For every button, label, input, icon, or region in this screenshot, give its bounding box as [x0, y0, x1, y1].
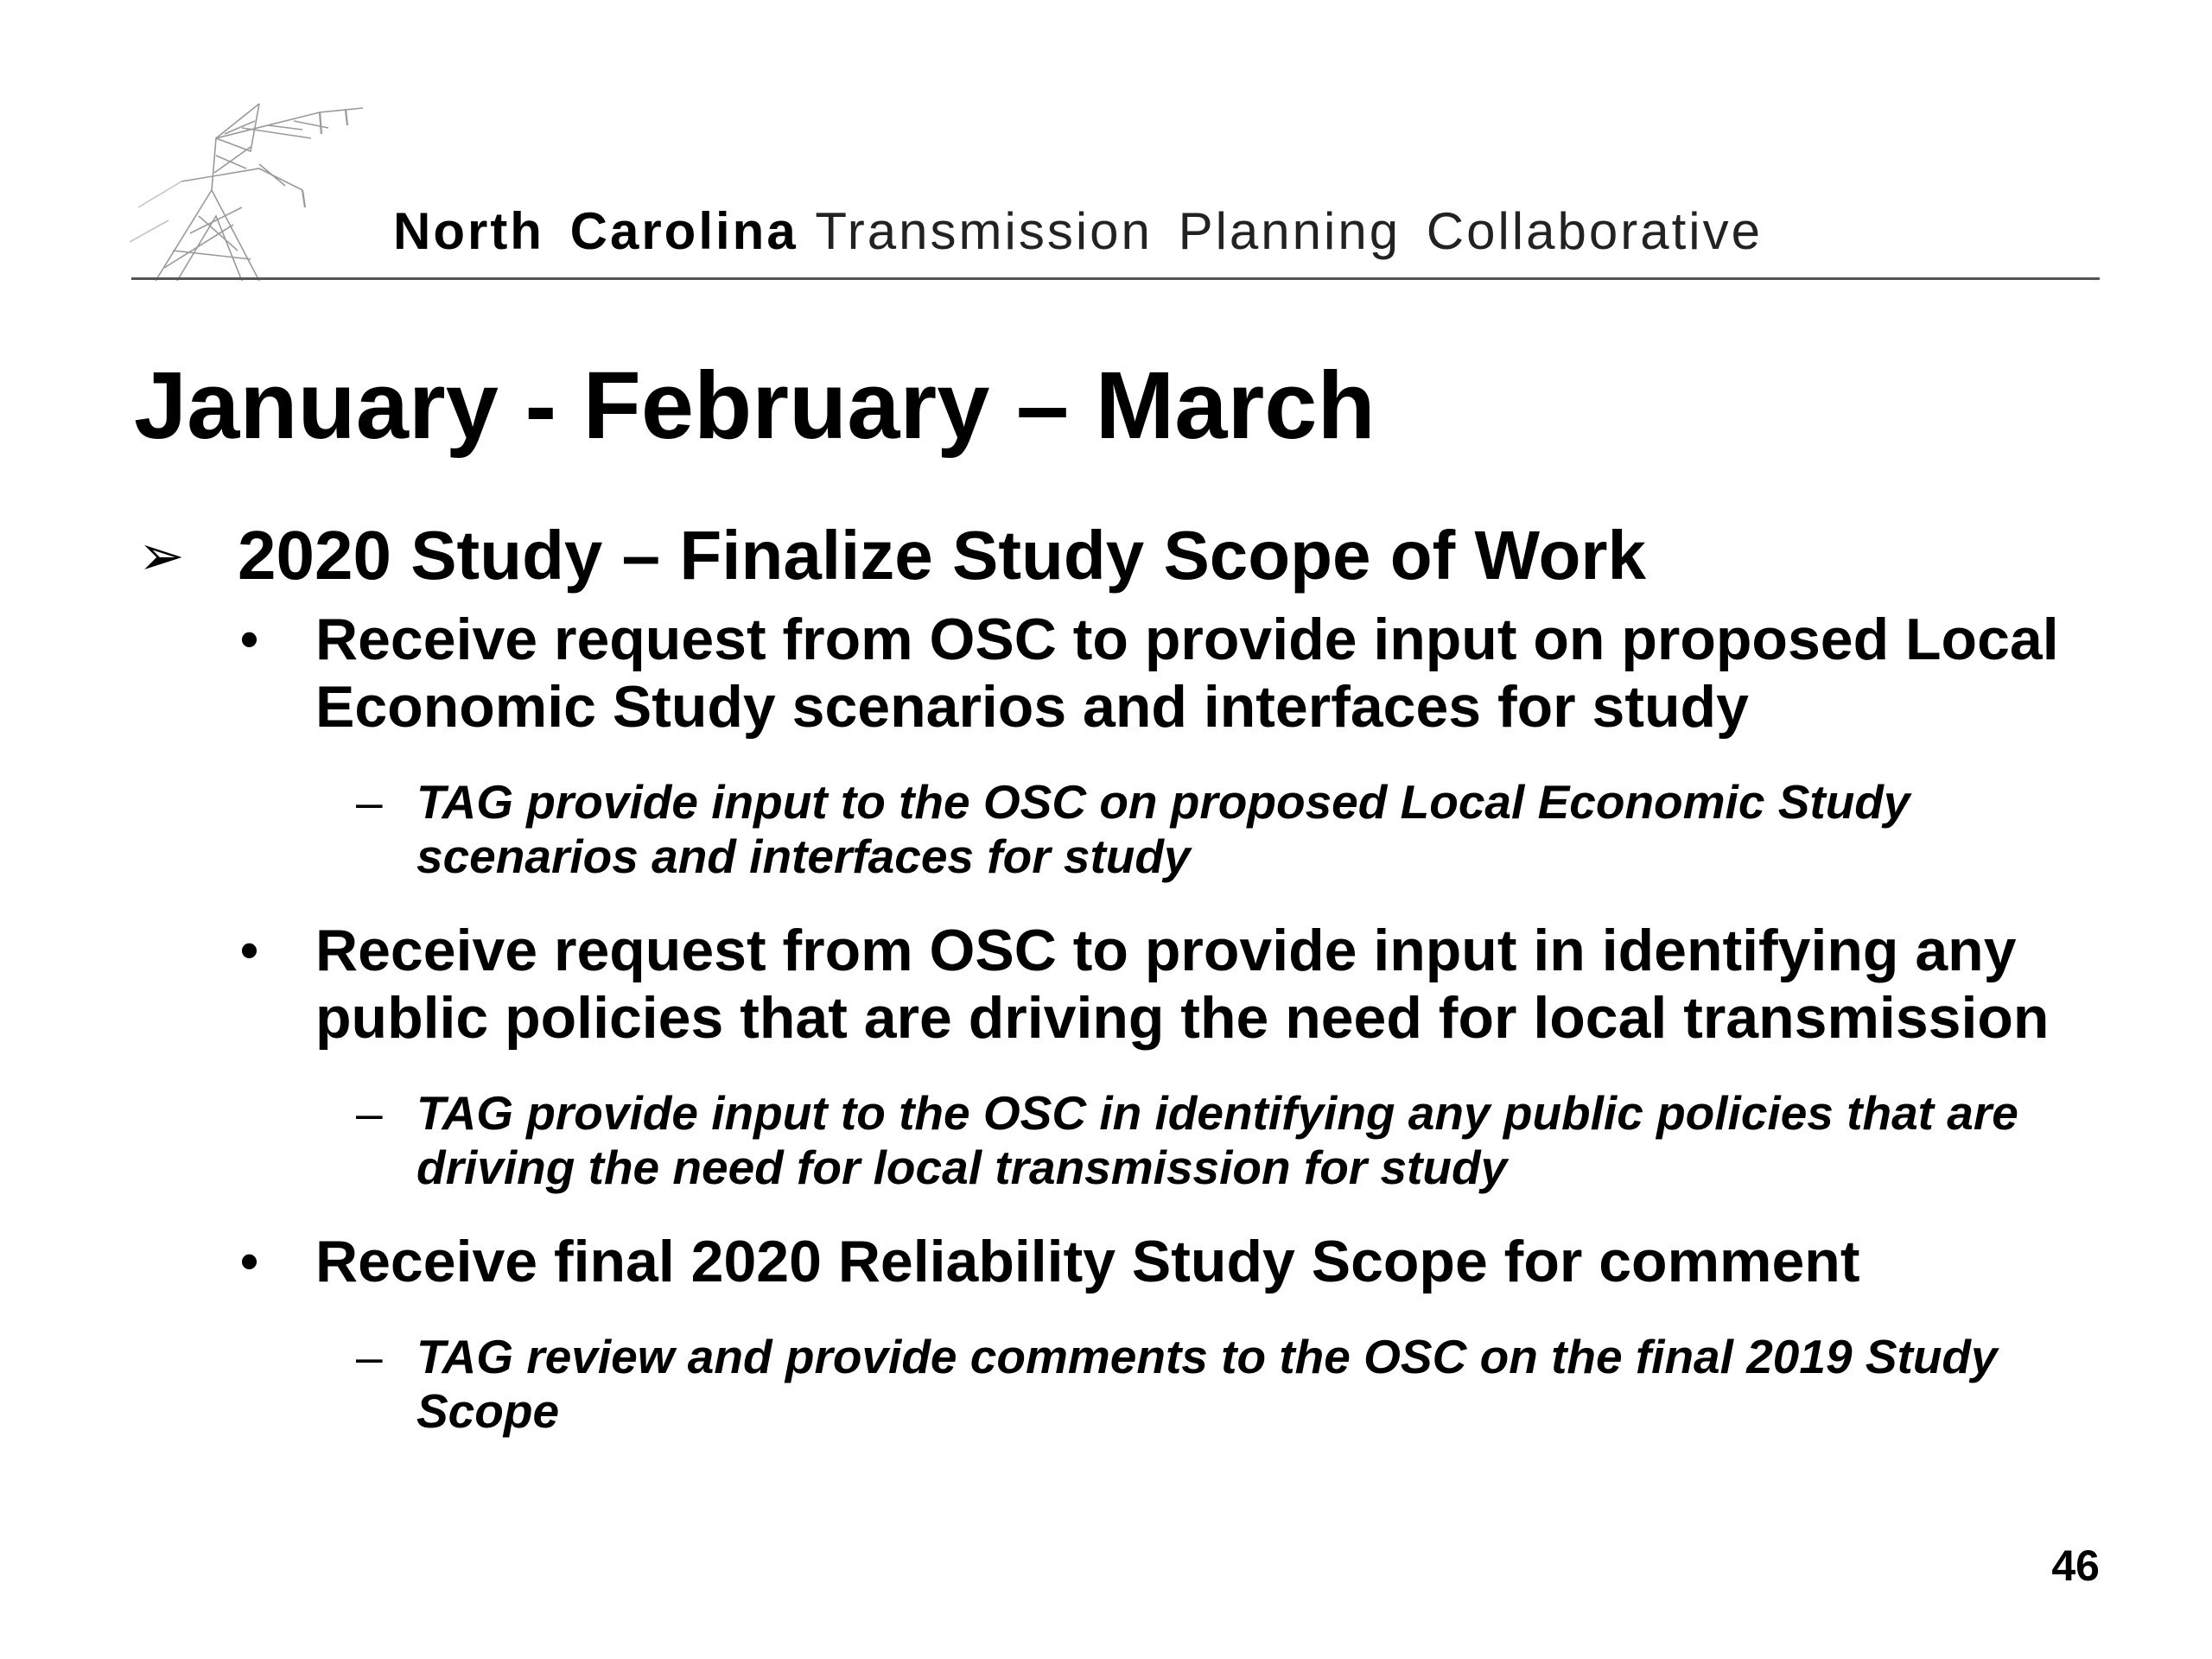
- sub-bullet-text: TAG provide input to the OSC on proposed Local Economic Study scenarios and interfaces for study: [416, 775, 1910, 883]
- bullet-item: [138, 606, 2108, 741]
- bullet-icon: •: [240, 921, 259, 979]
- header-divider: [131, 277, 2100, 280]
- transmission-tower-icon: [130, 86, 389, 281]
- sub-bullet-item: [138, 1086, 2108, 1195]
- dash-bullet-icon: –: [356, 775, 383, 829]
- bullet-text: Receive final 2020 Reliability Study Scope for comment: [315, 1229, 1860, 1294]
- slide-content: [138, 514, 2108, 1439]
- dash-bullet-icon: –: [356, 1330, 383, 1383]
- bullet-icon: •: [240, 1232, 259, 1290]
- page-title: January - February – March: [134, 353, 1376, 459]
- arrow-bullet-icon: ➢: [138, 524, 185, 587]
- section-heading: [138, 514, 2108, 597]
- sub-bullet-text: TAG provide input to the OSC in identifying any public policies that are driving the need for local transmission for study: [416, 1086, 2018, 1194]
- sub-bullet-text: TAG review and provide comments to the OSC on the final 2019 Study Scope: [416, 1330, 1998, 1438]
- sub-bullet-item: [138, 1330, 2108, 1439]
- sub-bullet-item: [138, 775, 2108, 884]
- bullet-text: Receive request from OSC to provide input on proposed Local Economic Study scenarios and interfaces for study: [315, 607, 2059, 740]
- bullet-icon: •: [240, 610, 259, 668]
- bullet-item: [138, 917, 2108, 1052]
- organization-name: [393, 200, 2100, 263]
- bullet-text: Receive request from OSC to provide input in identifying any public policies that are driving the need for local transmission: [315, 918, 2050, 1051]
- organization-name-rest: Transmission Planning Collaborative: [815, 202, 1763, 260]
- section-heading-text: 2020 Study – Finalize Study Scope of Work: [238, 517, 1647, 594]
- dash-bullet-icon: –: [356, 1086, 383, 1140]
- organization-name-bold: North Carolina: [393, 202, 798, 260]
- bullet-item: [138, 1228, 2108, 1295]
- page-number: 46: [2051, 1541, 2100, 1590]
